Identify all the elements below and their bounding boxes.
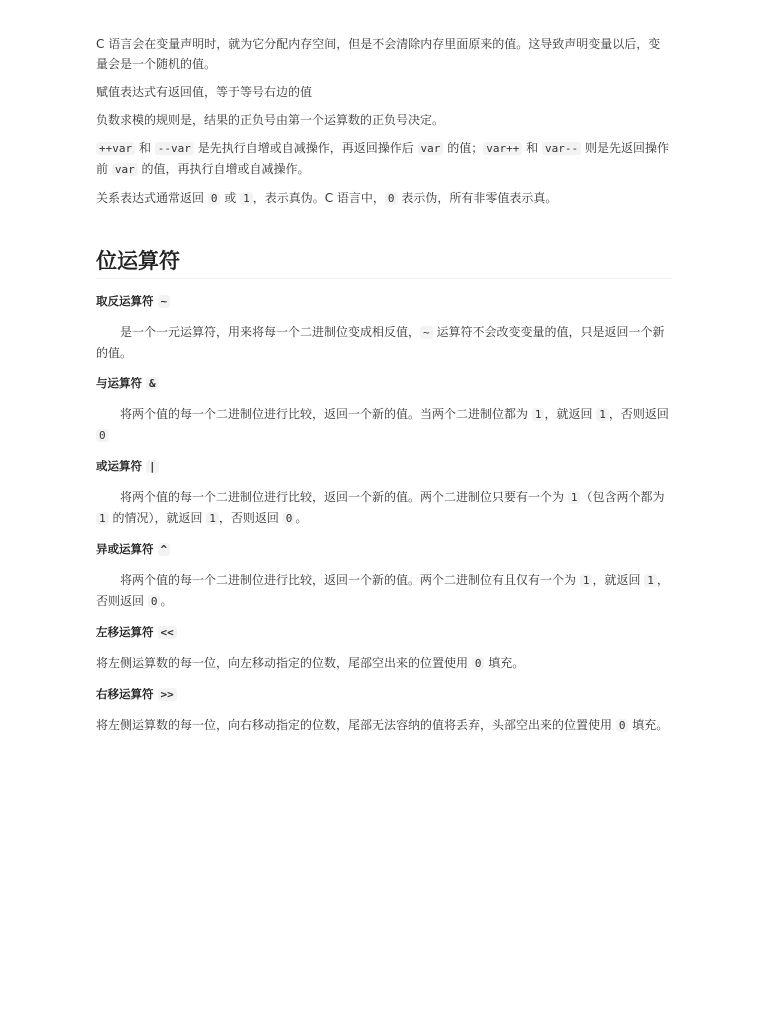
text: （包含两个都为 [580, 490, 665, 504]
text: 填充。 [628, 718, 669, 732]
paragraph-increment-decrement [96, 138, 672, 180]
inline-code: var-- [542, 142, 581, 155]
text: ，否则返回 [608, 407, 669, 421]
inline-code: ++var [96, 142, 135, 155]
text: 将两个值的每一个二进制位进行比较，返回一个新的值。两个二进制位只要有一个为 [120, 490, 568, 504]
text: 关系表达式通常返回 [96, 191, 208, 205]
inline-code: 1 [96, 512, 109, 525]
heading-or-operator [96, 456, 672, 477]
text: 表示伪，所有非零值表示真。 [397, 191, 558, 205]
operator-code: >> [158, 688, 177, 701]
inline-code: 1 [568, 491, 581, 504]
section-title: 位运算符 [96, 247, 672, 279]
heading-text: 右移运算符 [96, 687, 158, 701]
inline-code: 0 [148, 595, 161, 608]
inline-code: 0 [96, 429, 109, 442]
text: 的情况），就返回 [108, 511, 207, 525]
paragraph-and-operator [96, 404, 672, 446]
text: 运算符不会改变变量的值，只是返回一个新的值。 [96, 325, 665, 360]
document-body [96, 34, 672, 746]
inline-code: 1 [644, 574, 657, 587]
text: 填充。 [484, 656, 525, 670]
heading-right-shift-operator [96, 684, 672, 705]
text: ，就返回 [592, 573, 645, 587]
text: 和 [522, 141, 542, 155]
heading-text: 异或运算符 [96, 542, 158, 556]
heading-text: 取反运算符 [96, 294, 158, 308]
paragraph-xor-operator [96, 570, 672, 612]
heading-text: 左移运算符 [96, 625, 158, 639]
paragraph-or-operator [96, 487, 672, 529]
text: 则是先返回操作前 [96, 141, 669, 176]
operator-code: & [146, 377, 159, 390]
heading-text: 或运算符 [96, 459, 147, 473]
inline-code: var++ [483, 142, 522, 155]
paragraph-not-operator [96, 322, 672, 363]
inline-code: 1 [206, 512, 219, 525]
text: 是先执行自增或自减操作，再返回操作后 [193, 141, 418, 155]
paragraph-assignment-return: 赋值表达式有返回值，等于等号右边的值 [96, 85, 313, 99]
inline-code: 0 [208, 192, 221, 205]
heading-xor-operator [96, 539, 672, 560]
text: 或 [220, 191, 241, 205]
inline-code: 1 [532, 408, 545, 421]
heading-left-shift-operator [96, 622, 672, 643]
inline-code: 0 [616, 719, 629, 732]
paragraph-relational-expression [96, 188, 672, 209]
text: ，表示真伪。C 语言中， [252, 191, 385, 205]
text: ，就返回 [544, 407, 597, 421]
paragraph-right-shift-operator [96, 715, 672, 736]
text: 是一个一元运算符，用来将每一个二进制位变成相反值， [120, 325, 421, 339]
operator-code: << [158, 626, 177, 639]
text: 和 [135, 141, 155, 155]
text: 将两个值的每一个二进制位进行比较，返回一个新的值。当两个二进制位都为 [120, 407, 532, 421]
text: 。 [295, 511, 308, 525]
heading-text: 与运算符 [96, 376, 147, 390]
text: ，否则返回 [218, 511, 283, 525]
operator-code: ~ [158, 295, 171, 308]
paragraph-left-shift-operator [96, 653, 672, 674]
inline-code: 0 [283, 512, 296, 525]
inline-code: 0 [385, 192, 398, 205]
operator-code: ^ [158, 543, 171, 556]
heading-and-operator [96, 373, 672, 394]
inline-code: 0 [472, 657, 485, 670]
inline-code: var [112, 163, 138, 176]
text: 。 [160, 594, 173, 608]
inline-code: 1 [580, 574, 593, 587]
operator-code: | [146, 460, 159, 473]
inline-code: 1 [596, 408, 609, 421]
heading-not-operator [96, 291, 672, 312]
text: 将左侧运算数的每一位，向右移动指定的位数，尾部无法容纳的值将丢弃，头部空出来的位置使用 [96, 718, 616, 732]
paragraph-variable-declaration: C 语言会在变量声明时，就为它分配内存空间，但是不会清除内存里面原来的值。这导致声明变量以后，变量会是一个随机的值。 [96, 37, 661, 71]
text: 的值； [443, 141, 484, 155]
inline-code: 1 [240, 192, 253, 205]
inline-code: --var [155, 142, 194, 155]
inline-code: var [418, 142, 444, 155]
text: 将左侧运算数的每一位，向左移动指定的位数，尾部空出来的位置使用 [96, 656, 472, 670]
text: ，否则返回 [96, 573, 669, 608]
text: 的值，再执行自增或自减操作。 [137, 162, 310, 176]
inline-code: ~ [420, 326, 433, 339]
text: 将两个值的每一个二进制位进行比较，返回一个新的值。两个二进制位有且仅有一个为 [120, 573, 580, 587]
paragraph-negative-modulo: 负数求模的规则是，结果的正负号由第一个运算数的正负号决定。 [96, 113, 445, 127]
